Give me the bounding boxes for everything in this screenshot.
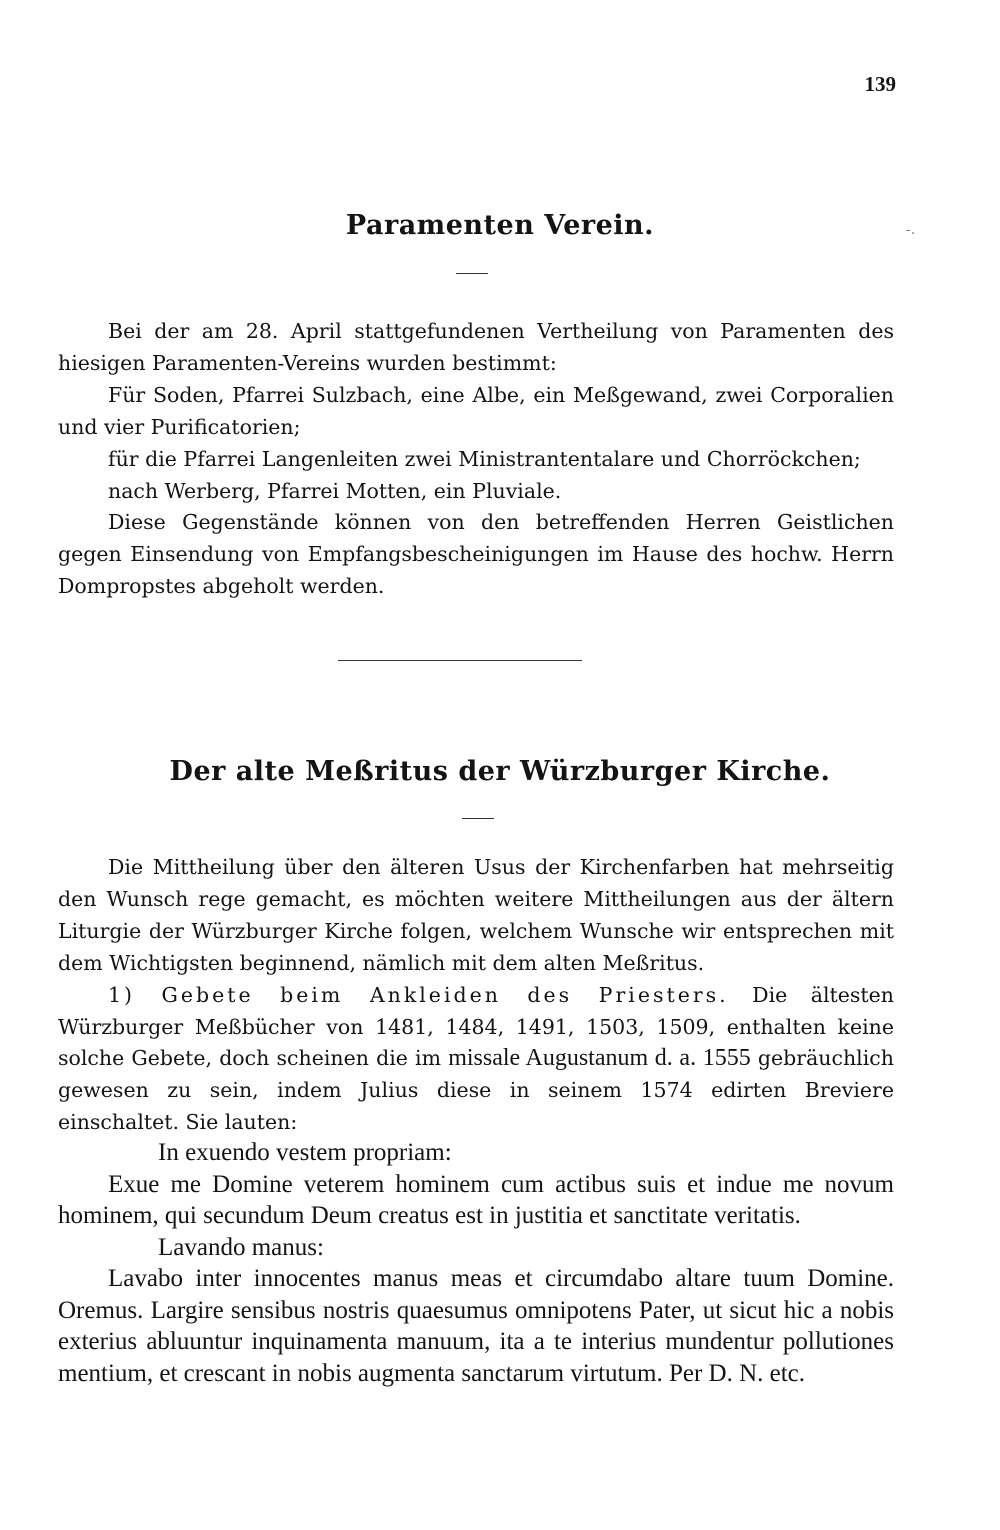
section-separator-rule: [338, 660, 582, 661]
item-latin-inline: missale Augustanum d. a. 1555: [448, 1045, 751, 1072]
section-title-messritus: Der alte Meßritus der Würzburger Kirche.: [169, 756, 831, 787]
latin-heading: Lavando manus:: [158, 1233, 324, 1261]
latin-prayers: [58, 1137, 894, 1389]
section-messritus-body: [58, 852, 894, 1139]
paragraph: Für Soden, Pfarrei Sulzbach, eine Albe, ein Meßgewand, zwei Corporalien und vier Purificatorien;: [58, 382, 894, 439]
latin-prayer: Exue me Domine veterem hominem cum actibus suis et indue me novum hominem, qui secundum Deum creatus est in justitia et sanctitate veritatis.: [58, 1170, 894, 1229]
title-rule: [462, 818, 494, 819]
section-title-paramenten: Paramenten Verein.: [345, 210, 655, 241]
margin-mark: -.: [906, 222, 916, 238]
paragraph: nach Werberg, Pfarrei Motten, ein Pluviale.: [108, 478, 562, 503]
paragraph: Diese Gegenstände können von den betreffenden Herren Geistlichen gegen Einsendung von Empfangsbescheinigungen im Hause des hochw. Herrn Dompropstes abgeholt werden.: [58, 510, 894, 599]
latin-heading: In exuendo vestem propriam:: [158, 1139, 452, 1166]
intro-paragraph: Die Mittheilung über den älteren Usus der Kirchenfarben hat mehrseitig den Wunsch rege gemacht, es möchten weitere Mittheilungen aus der ältern Liturgie der Würzburger Kirche folgen, welchem Wunsche wir entsprechen mit dem Wichtigsten beginnend, nämlich mit dem alten Meßritus.: [58, 855, 894, 975]
item-text: gebräuchlich gewesen zu sein, indem Julius diese in seinem 1574 edirten Breviere einschaltet. Sie lauten:: [58, 1046, 894, 1135]
item-paragraph: [58, 980, 894, 1140]
paragraph: Bei der am 28. April stattgefundenen Vertheilung von Paramenten des hiesigen Paramenten-Vereins wurden bestimmt:: [58, 319, 894, 375]
title-rule: [456, 273, 488, 274]
item-heading: 1) Gebete beim Ankleiden des Priesters.: [108, 982, 729, 1007]
latin-prayer: Lavabo inter innocentes manus meas et circumdabo altare tuum Domine. Oremus. Largire sensibus nostris quaesumus omnipotens Pater, ut sicut hic a nobis exterius abluuntur inquinamenta manuum, ita a te interius mundentur pollutiones mentium, et crescant in nobis augmenta sanctarum virtutum. Per D. N. etc.: [58, 1265, 894, 1387]
page-number: 139: [864, 72, 896, 96]
paragraph: für die Pfarrei Langenleiten zwei Ministrantentalare und Chorröckchen;: [108, 446, 861, 471]
item-text: Die ältesten Würzburger Meßbücher von 1481, 1484, 1491, 1503, 1509, enthalten keine solche Gebete, doch scheinen die im: [58, 982, 894, 1071]
section-paramenten-body: [58, 316, 894, 603]
